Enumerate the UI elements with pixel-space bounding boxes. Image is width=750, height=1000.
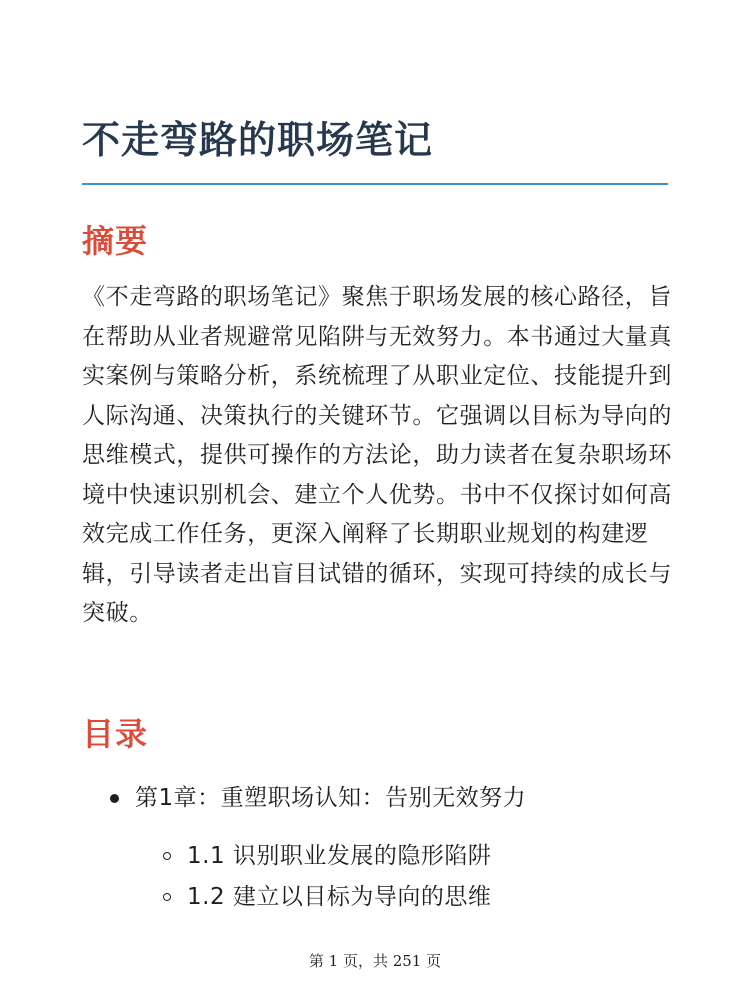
bullet-icon — [110, 794, 119, 803]
toc-heading: 目录 — [82, 715, 149, 753]
toc-section-item[interactable] — [163, 877, 491, 917]
toc-section-label: 1.1 识别职业发展的隐形陷阱 — [187, 843, 492, 869]
abstract-heading: 摘要 — [82, 222, 149, 260]
abstract-paragraph: 《不走弯路的职场笔记》聚焦于职场发展的核心路径，旨在帮助从业者规避常见陷阱与无效努力。本书通过大量真实案例与策略分析，系统梳理了从职业定位、技能提升到人际沟通、决策执行的关键环节。它强调以目标为导向的思维模式，提供可操作的方法论，助力读者在复杂职场环境中快速识别机会、建立个人优势。书中不仅探讨如何高效完成工作任务，更深入阐释了长期职业规划的构建逻辑，引导读者走出盲目试错的循环，实现可持续的成长与突破。 — [82, 284, 672, 626]
document-title: 不走弯路的职场笔记 — [82, 118, 434, 162]
hollow-bullet-icon — [163, 852, 171, 860]
toc-chapter-item[interactable] — [110, 778, 526, 818]
page-indicator: 第 1 页，共 251 页 — [308, 952, 442, 970]
toc-chapter-label: 第1章：重塑职场认知：告别无效努力 — [135, 785, 527, 811]
title-divider — [82, 183, 668, 185]
hollow-bullet-icon — [163, 893, 171, 901]
toc-section-label: 1.2 建立以目标为导向的思维 — [187, 884, 492, 910]
toc-section-item[interactable] — [163, 836, 491, 876]
